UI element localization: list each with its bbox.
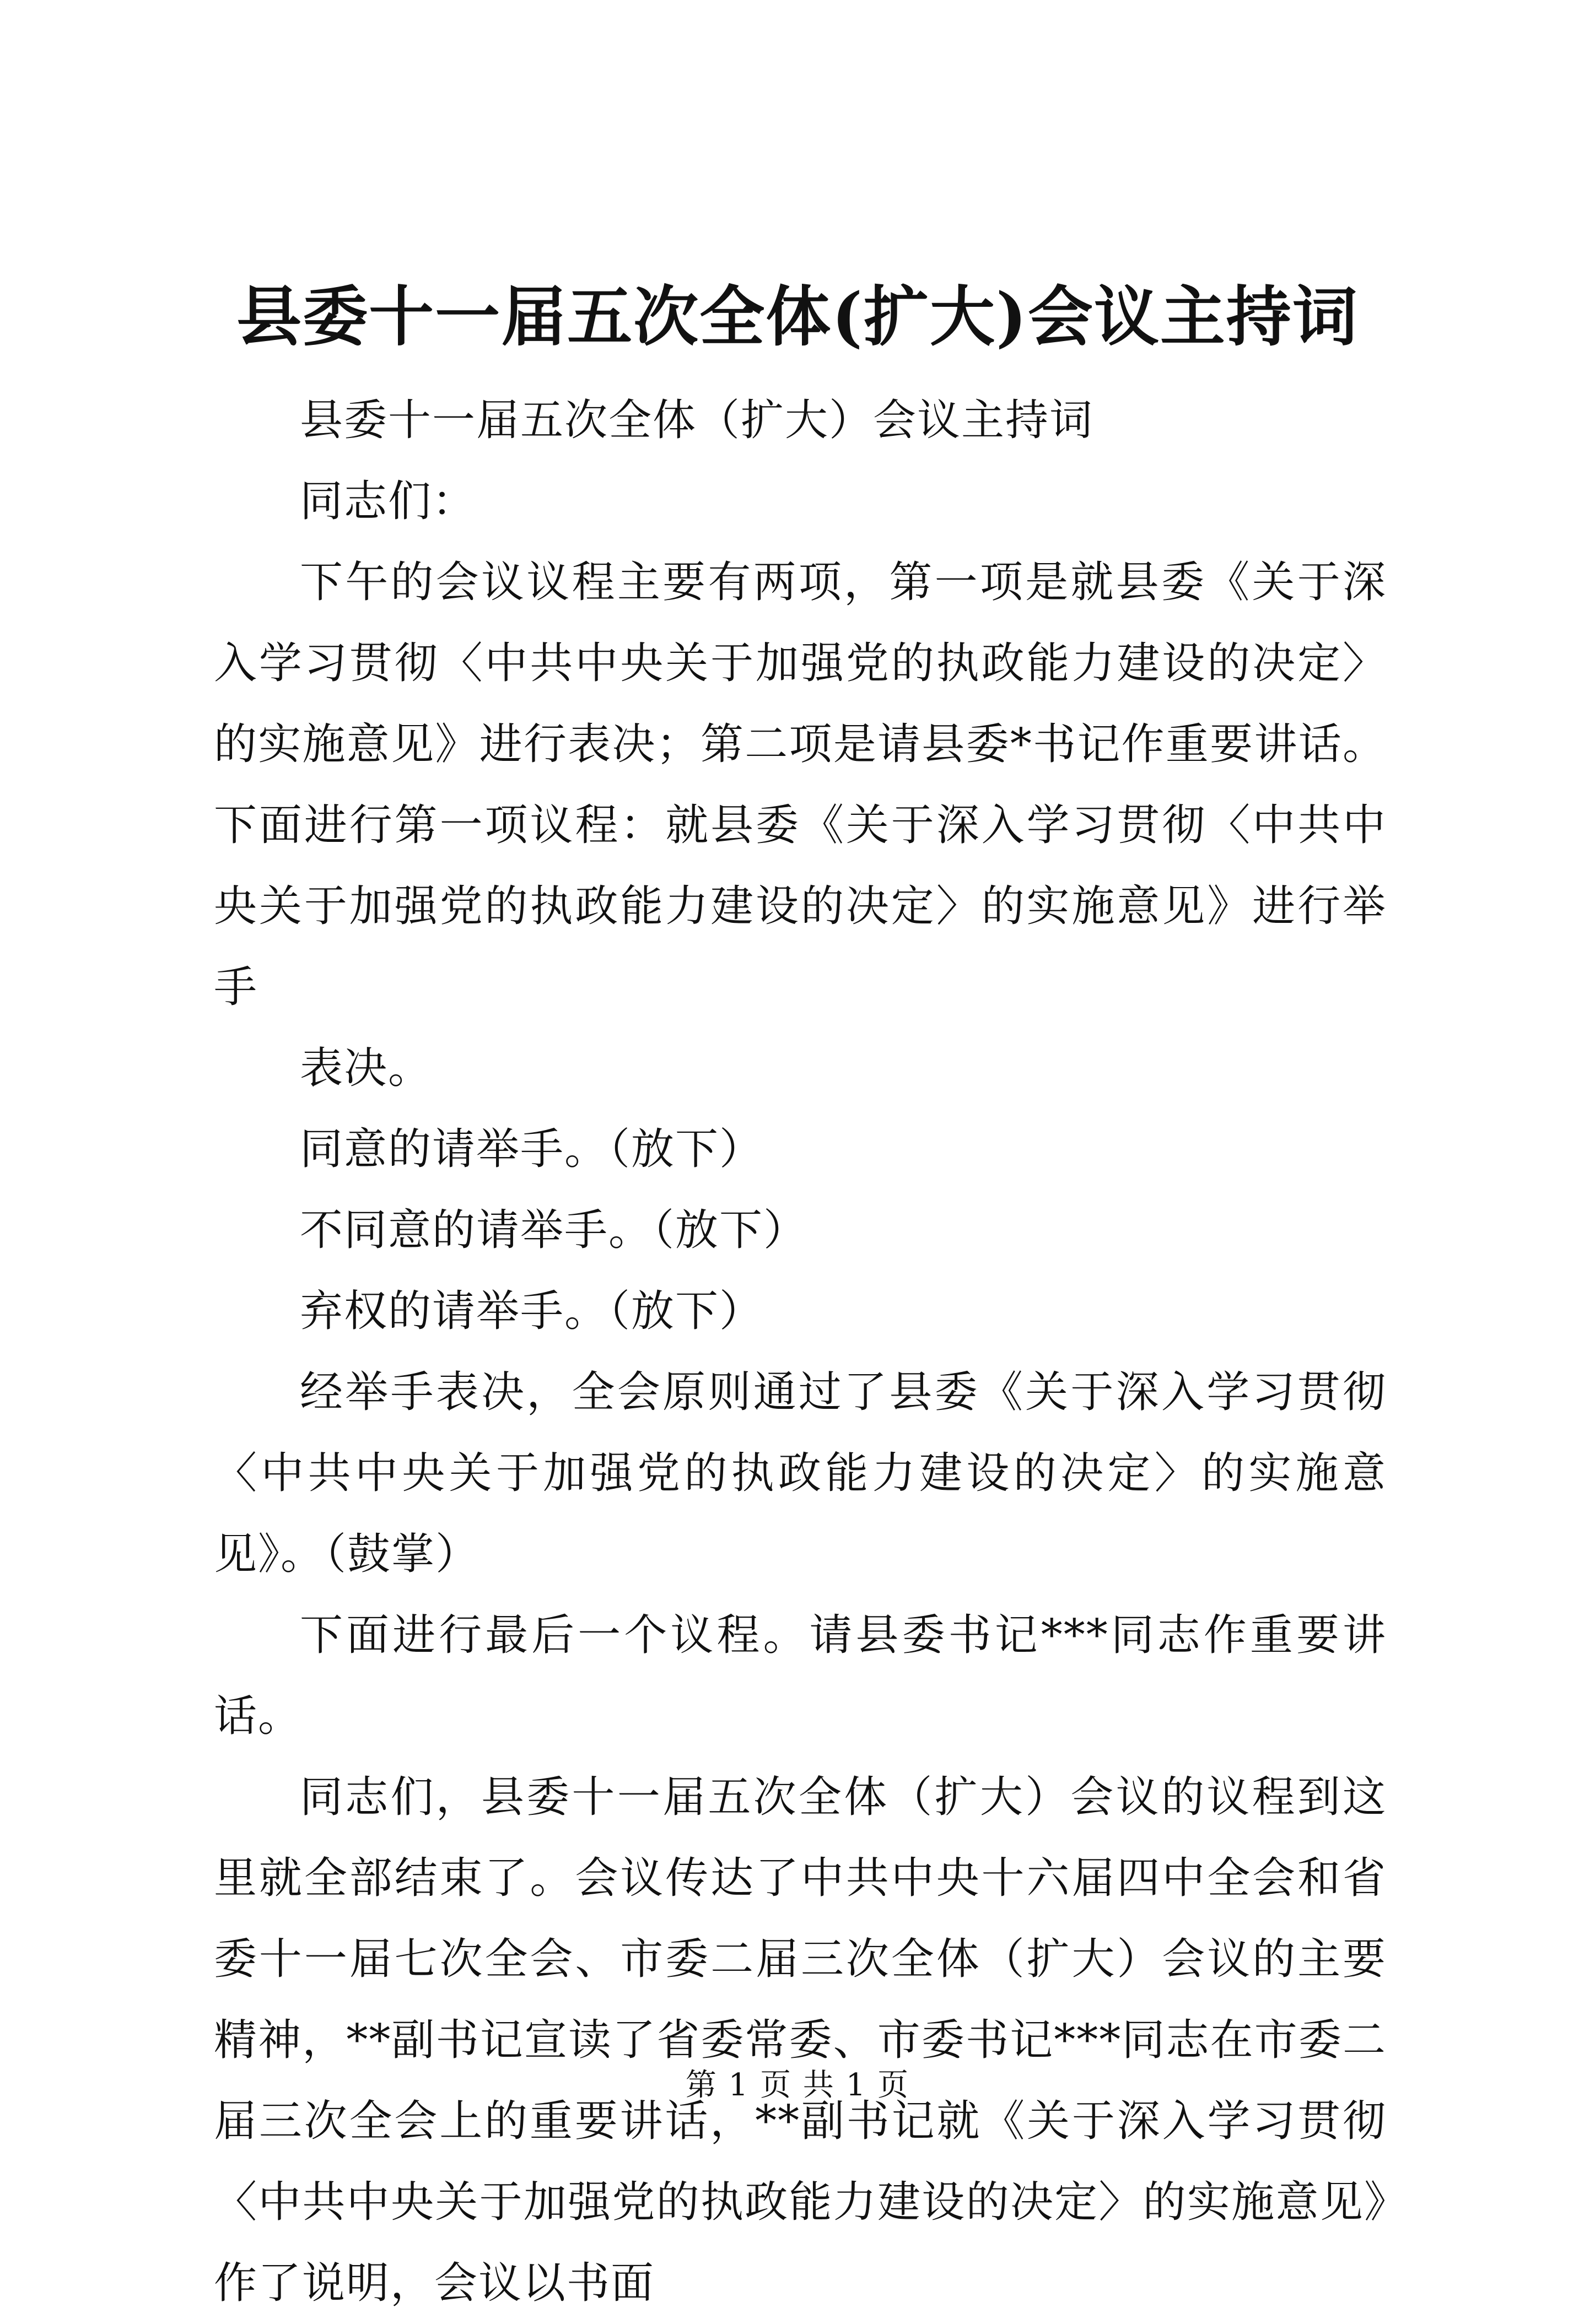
paragraph-summary: 同志们，县委十一届五次全体（扩大）会议的议程到这里就全部结束了。会议传达了中共中央十六届四中全会和省委十一届七次全会、市委二届三次全体（扩大）会议的主要精神，**副书记宣读了省委常委、市委书记***同志在市委二届三次全会上的重要讲话，**副书记就《关于深入学习贯彻〈中共中央关于加强党的执政能力建设的决定〉的实施意见》作了说明，会议以书面 [214,1772,1387,2308]
document-title: 县委十一届五次全体(扩大)会议主持词 [236,278,1359,355]
paragraph-agenda: 下午的会议议程主要有两项，第一项是就县委《关于深入学习贯彻〈中共中央关于加强党的执政能力建设的决定〉的实施意见》进行表决；第二项是请县委*书记作重要讲话。下面进行第一项议程：就县委《关于深入学习贯彻〈中共中央关于加强党的执政能力建设的决定〉的实施意见》进行举手 [214,558,1387,1012]
paragraph-disagree: 不同意的请举手。（放下） [300,1206,808,1255]
paragraph-agree: 同意的请举手。（放下） [300,1125,764,1174]
paragraph-subtitle: 县委十一届五次全体（扩大）会议主持词 [300,396,1094,445]
paragraph-result: 经举手表决，全会原则通过了县委《关于深入学习贯彻〈中共中央关于加强党的执政能力建设的决定〉的实施意见》。（鼓掌） [214,1368,1387,1579]
paragraph-abstain: 弃权的请举手。（放下） [300,1287,764,1336]
paragraph-salutation: 同志们： [300,477,477,526]
document-body [214,380,1387,2324]
paragraph-next-agenda: 下面进行最后一个议程。请县委书记***同志作重要讲话。 [214,1610,1387,1741]
paragraph-vote: 表决。 [300,1044,433,1093]
page-footer: 第 1 页 共 1 页 [685,2067,910,2103]
